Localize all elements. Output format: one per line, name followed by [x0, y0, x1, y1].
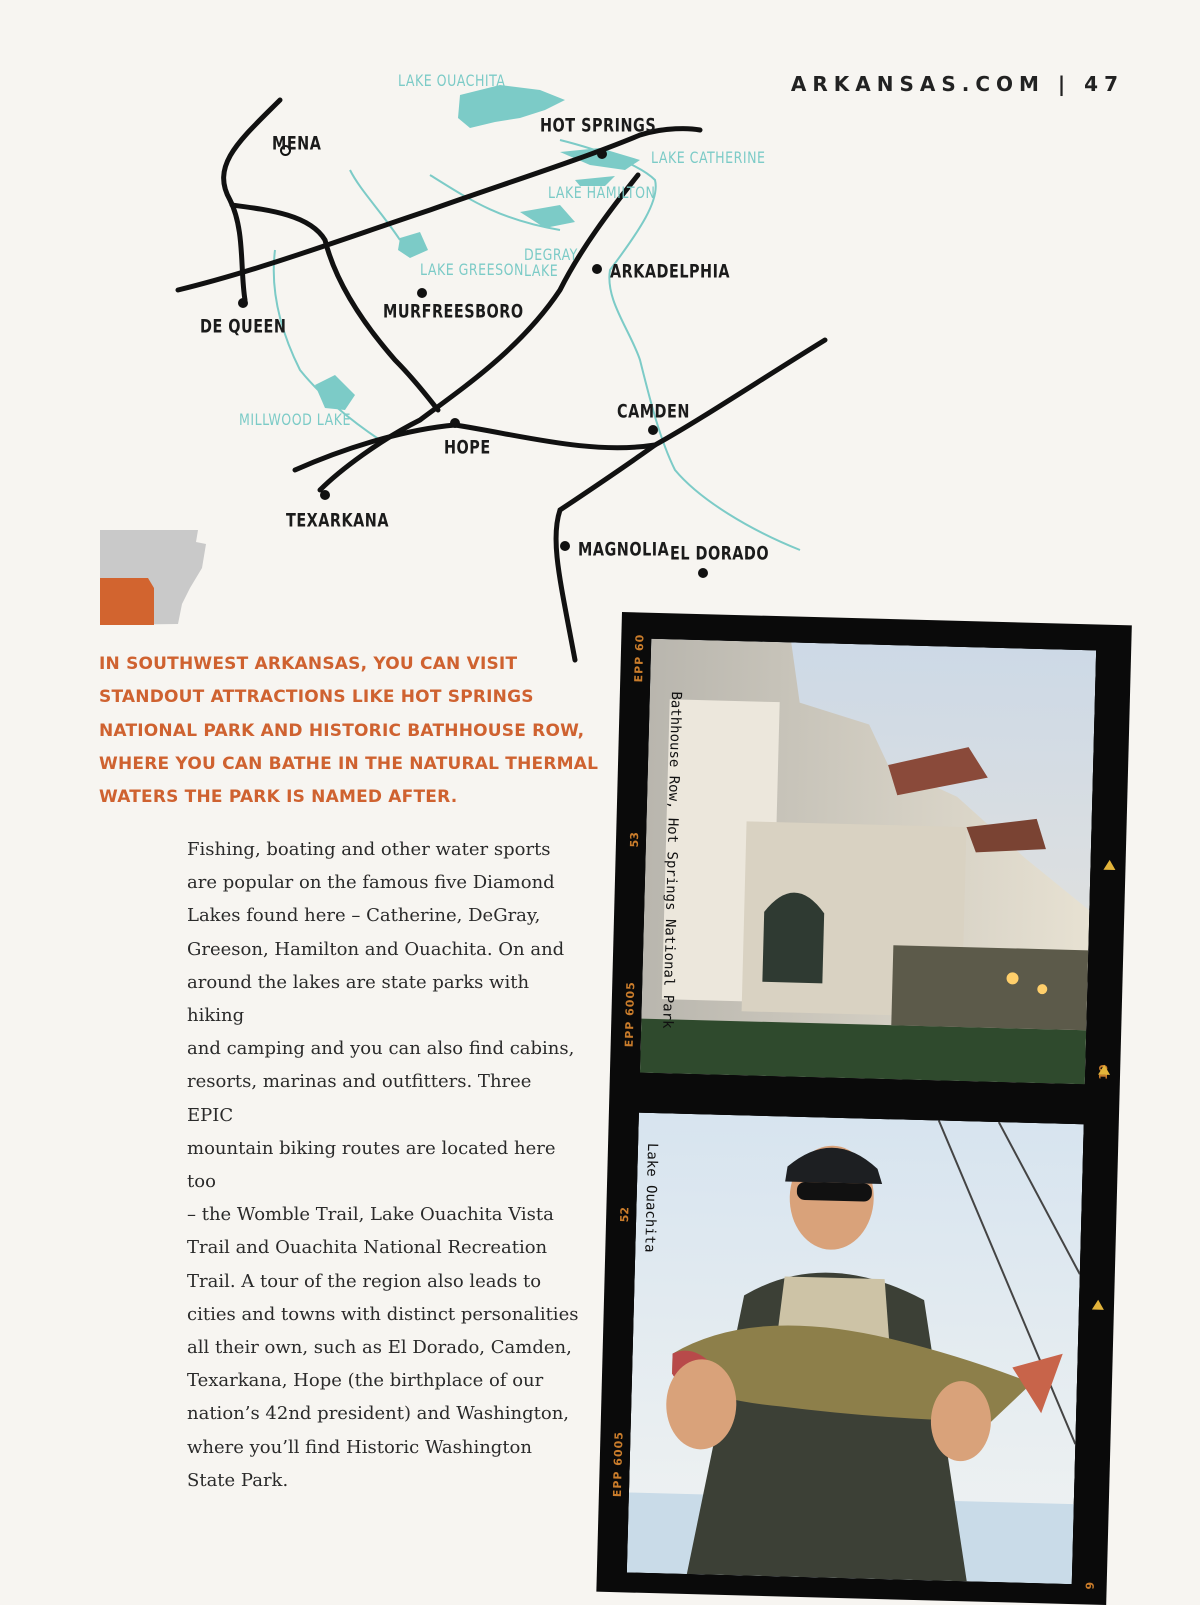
body-line: and camping and you can also find cabins,	[187, 1038, 575, 1060]
body-line: State Park.	[187, 1469, 289, 1491]
body-line: Texarkana, Hope (the birthplace of our	[187, 1370, 544, 1392]
body-line: Trail. A tour of the region also leads to	[187, 1270, 542, 1292]
body-line: resorts, marinas and outfitters. Three EPIC	[187, 1071, 532, 1126]
de-queen-dot	[238, 298, 248, 308]
arkansas-locator-map	[98, 528, 213, 633]
body-line: cities and towns with distinct personalities	[187, 1303, 579, 1325]
fisherman-illustration	[627, 1113, 1084, 1584]
label-el-dorado: EL DORADO	[670, 542, 770, 564]
body-line: around the lakes are state parks with hiking	[187, 971, 530, 1027]
photo-lake-ouachita	[627, 1113, 1084, 1584]
photo-bathhouse-row	[640, 639, 1096, 1084]
roads	[178, 100, 825, 660]
body-line: Greeson, Hamilton and Ouachita. On and	[187, 938, 565, 960]
film-edge-code-bottom: EPP 6005	[610, 1430, 626, 1498]
hope-dot	[450, 418, 460, 428]
body-line: Fishing, boating and other water sports	[187, 839, 551, 860]
body-text	[187, 833, 582, 1497]
film-edge-code-top: EPP 60	[632, 633, 647, 683]
filmstrip	[596, 612, 1131, 1605]
el-dorado-dot	[698, 568, 708, 578]
film-edge-code-mid: EPP 6005	[622, 981, 638, 1048]
label-arkadelphia: ARKADELPHIA	[610, 260, 731, 282]
label-lake-greeson: LAKE GREESON	[420, 261, 524, 280]
film-right-number-1: 10	[1096, 1064, 1111, 1080]
caption-lake-ouachita: Lake Ouachita	[641, 1142, 661, 1253]
label-de-queen: DE QUEEN	[200, 315, 287, 337]
arkadelphia-dot	[592, 264, 602, 274]
body-line: where you’ll find Historic Washington	[187, 1436, 532, 1458]
page-folio: ARKANSAS.COM | 47	[790, 72, 1124, 96]
film-frame-number-1: 53	[627, 831, 642, 848]
hot-springs-dot	[597, 149, 607, 159]
label-hot-springs: HOT SPRINGS	[540, 114, 657, 136]
label-lake-hamilton: LAKE HAMILTON	[548, 184, 656, 203]
texarkana-dot	[320, 490, 330, 500]
film-right-number-2: 9	[1083, 1581, 1097, 1590]
label-camden: CAMDEN	[617, 400, 690, 422]
pull-quote: IN SOUTHWEST ARKANSAS, YOU CAN VISIT STANDOUT ATTRACTIONS LIKE HOT SPRINGS NATIONAL PARK AND HISTORIC BATHHOUSE ROW, WHERE YOU CAN BATHE IN THE NATURAL THERMAL WATERS THE PARK IS NAMED AFTER.	[99, 654, 599, 808]
label-degray-lake-1: DEGRAY	[524, 246, 578, 265]
body-line: nation’s 42nd president) and Washington,	[187, 1403, 570, 1425]
label-hope: HOPE	[444, 436, 491, 458]
rivers	[274, 140, 800, 550]
body-line: Lakes found here – Catherine, DeGray,	[187, 905, 541, 927]
body-line: are popular on the famous five Diamond	[187, 872, 555, 894]
body-line: mountain biking routes are located here too	[187, 1137, 556, 1193]
film-frame-number-2: 52	[618, 1206, 632, 1223]
caption-bathhouse-row: Bathhouse Row, Hot Springs National Park	[659, 691, 684, 1029]
murfreesboro-dot	[417, 288, 427, 298]
body-line: all their own, such as El Dorado, Camden,	[187, 1337, 572, 1359]
camden-dot	[648, 425, 658, 435]
label-lake-ouachita: LAKE OUACHITA	[398, 72, 506, 91]
body-line: Trail and Ouachita National Recreation	[187, 1237, 548, 1259]
label-texarkana: TEXARKANA	[286, 509, 389, 531]
bathhouse-illustration	[640, 639, 1096, 1084]
label-degray-lake-2: LAKE	[524, 262, 559, 281]
label-murfreesboro: MURFREESBORO	[383, 300, 524, 322]
label-lake-catherine: LAKE CATHERINE	[651, 149, 766, 168]
body-line: – the Womble Trail, Lake Ouachita Vista	[187, 1204, 554, 1226]
film-marker-triangle	[1103, 860, 1115, 870]
film-marker-triangle	[1092, 1300, 1104, 1310]
label-magnolia: MAGNOLIA	[578, 538, 670, 560]
magnolia-dot	[560, 541, 570, 551]
label-millwood-lake: MILLWOOD LAKE	[239, 411, 351, 430]
film-marker-triangle	[1098, 1065, 1110, 1075]
label-mena: MENA	[272, 132, 322, 154]
